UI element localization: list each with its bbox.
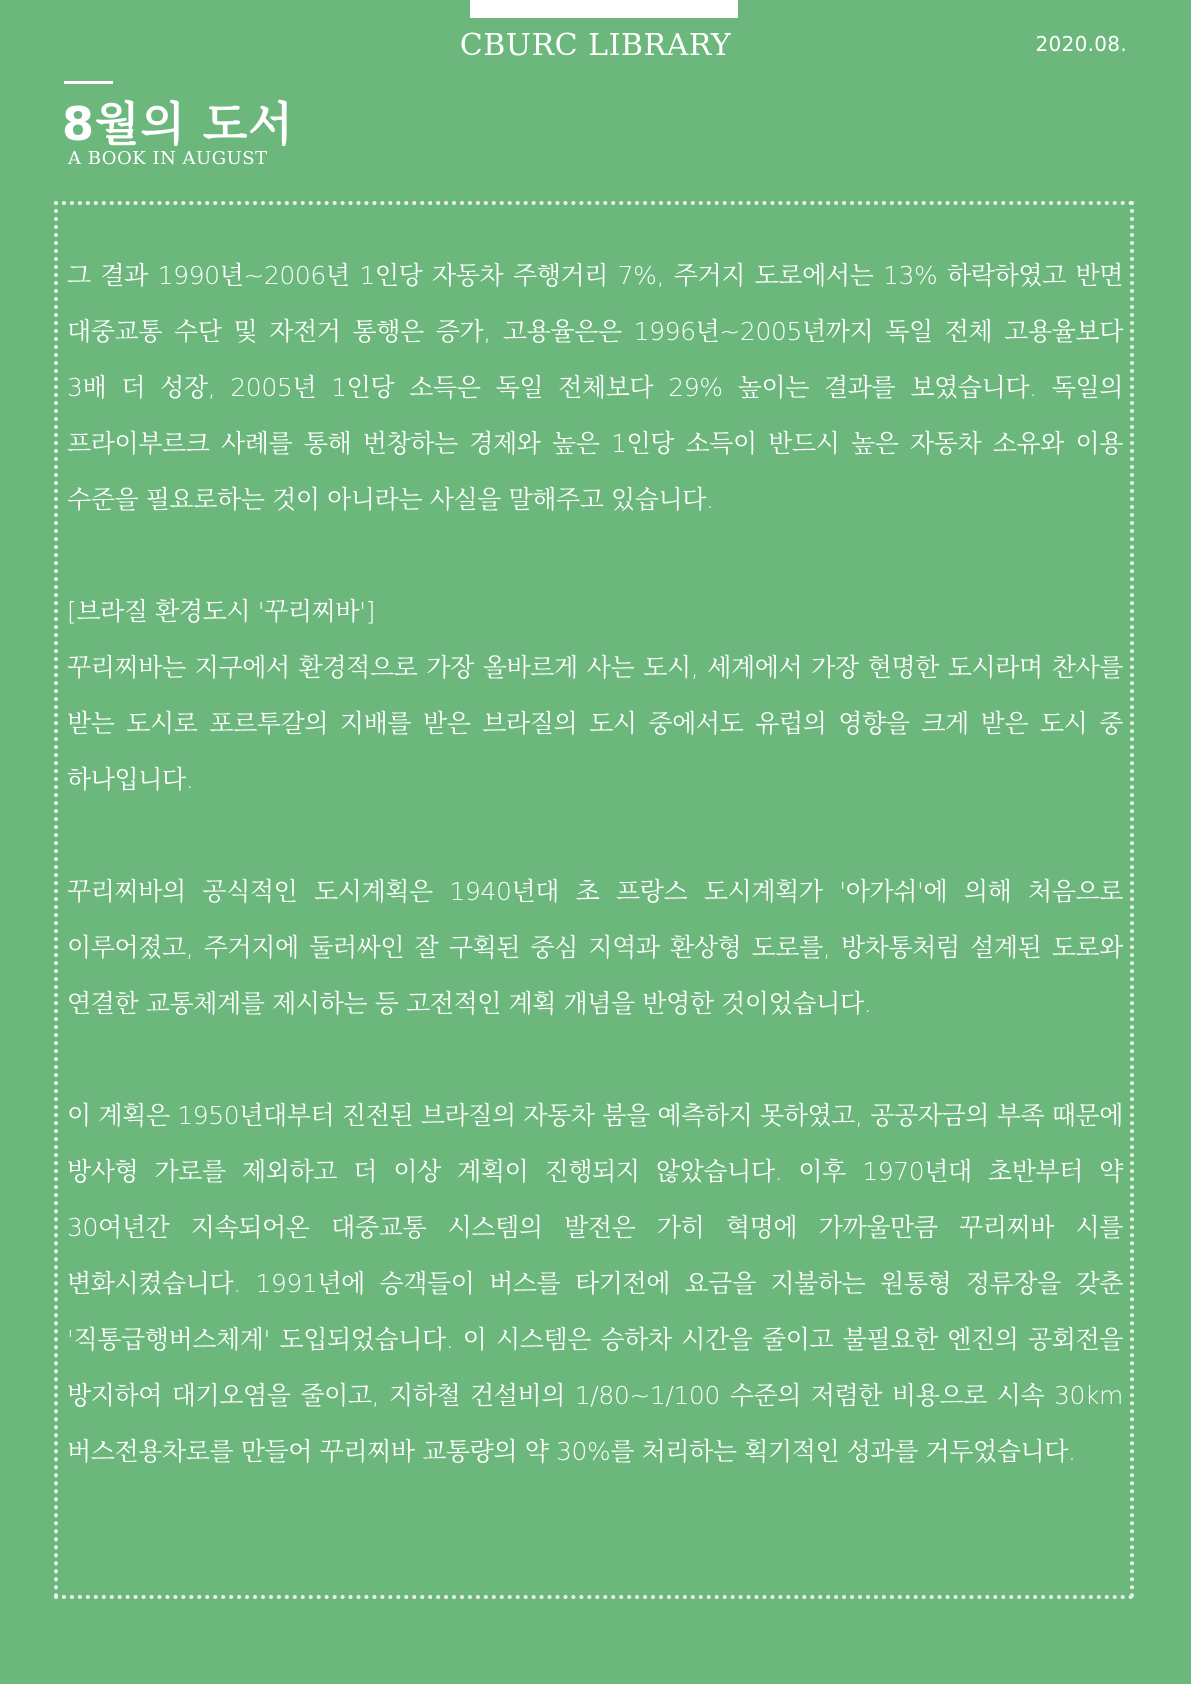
paragraph-spacer — [67, 808, 1123, 864]
paragraph-spacer — [67, 528, 1123, 584]
page-subtitle: A BOOK IN AUGUST — [68, 148, 268, 169]
header-tab-decoration — [470, 0, 738, 18]
page-title: 8월의 도서 — [62, 97, 294, 151]
paragraph: 꾸리찌바는 지구에서 환경적으로 가장 올바르게 사는 도시, 세계에서 가장 현명한 도시라며 찬사를 받는 도시로 포르투갈의 지배를 받은 브라질의 도시 중에서도 유럽의 영향을 크게 받은 도시 중 하나입니다. — [67, 653, 1123, 794]
paragraph-spacer — [67, 1032, 1123, 1088]
title-rule — [64, 81, 113, 84]
paragraph: 그 결과 1990년~2006년 1인당 자동차 주행거리 7%, 주거지 도로에서는 13% 하락하였고 반면 대중교통 수단 및 자전거 통행은 증가, 고용율은은 1996년~2005년까지 독일 전체 고용율보다 3배 더 성장, 2005년 1인당 소득은 독일 전체보다 29% 높이는 결과를 보였습니다. 독일의 프라이부르크 사례를 통해 번창하는 경제와 높은 1인당 소득이 반드시 높은 자동차 소유와 이용 수준을 필요로하는 것이 아니라는 사실을 말해주고 있습니다. — [67, 261, 1123, 514]
section-heading: [브라질 환경도시 '꾸리찌바'] — [67, 597, 375, 626]
paragraph: 꾸리찌바의 공식적인 도시계획은 1940년대 초 프랑스 도시계획가 '아가쉬'에 의해 처음으로 이루어졌고, 주거지에 둘러싸인 잘 구획된 중심 지역과 환상형 도로를, 방차통처럼 설계된 도로와 연결한 교통체계를 제시하는 등 고전적인 계획 개념을 반영한 것이었습니다. — [67, 877, 1123, 1018]
article-body — [67, 248, 1123, 1480]
library-title: CBURC LIBRARY — [459, 28, 732, 63]
paragraph: 이 계획은 1950년대부터 진전된 브라질의 자동차 붐을 예측하지 못하였고, 공공자금의 부족 때문에 방사형 가로를 제외하고 더 이상 계획이 진행되지 않았습니다. 이후 1970년대 초반부터 약 30여년간 지속되어온 대중교통 시스템의 발전은 가히 혁명에 가까울만큼 꾸리찌바 시를 변화시켰습니다. 1991년에 승객들이 버스를 타기전에 요금을 지불하는 원통형 정류장을 갖춘 '직통급행버스체계' 도입되었습니다. 이 시스템은 승하차 시간을 줄이고 불필요한 엔진의 공회전을 방지하여 대기오염을 줄이고, 지하철 건설비의 1/80~1/100 수준의 저렴한 비용으로 시속 30km 버스전용차로를 만들어 꾸리찌바 교통량의 약 30%를 처리하는 획기적인 성과를 거두었습니다. — [67, 1101, 1123, 1466]
issue-date: 2020.08. — [1035, 32, 1127, 56]
